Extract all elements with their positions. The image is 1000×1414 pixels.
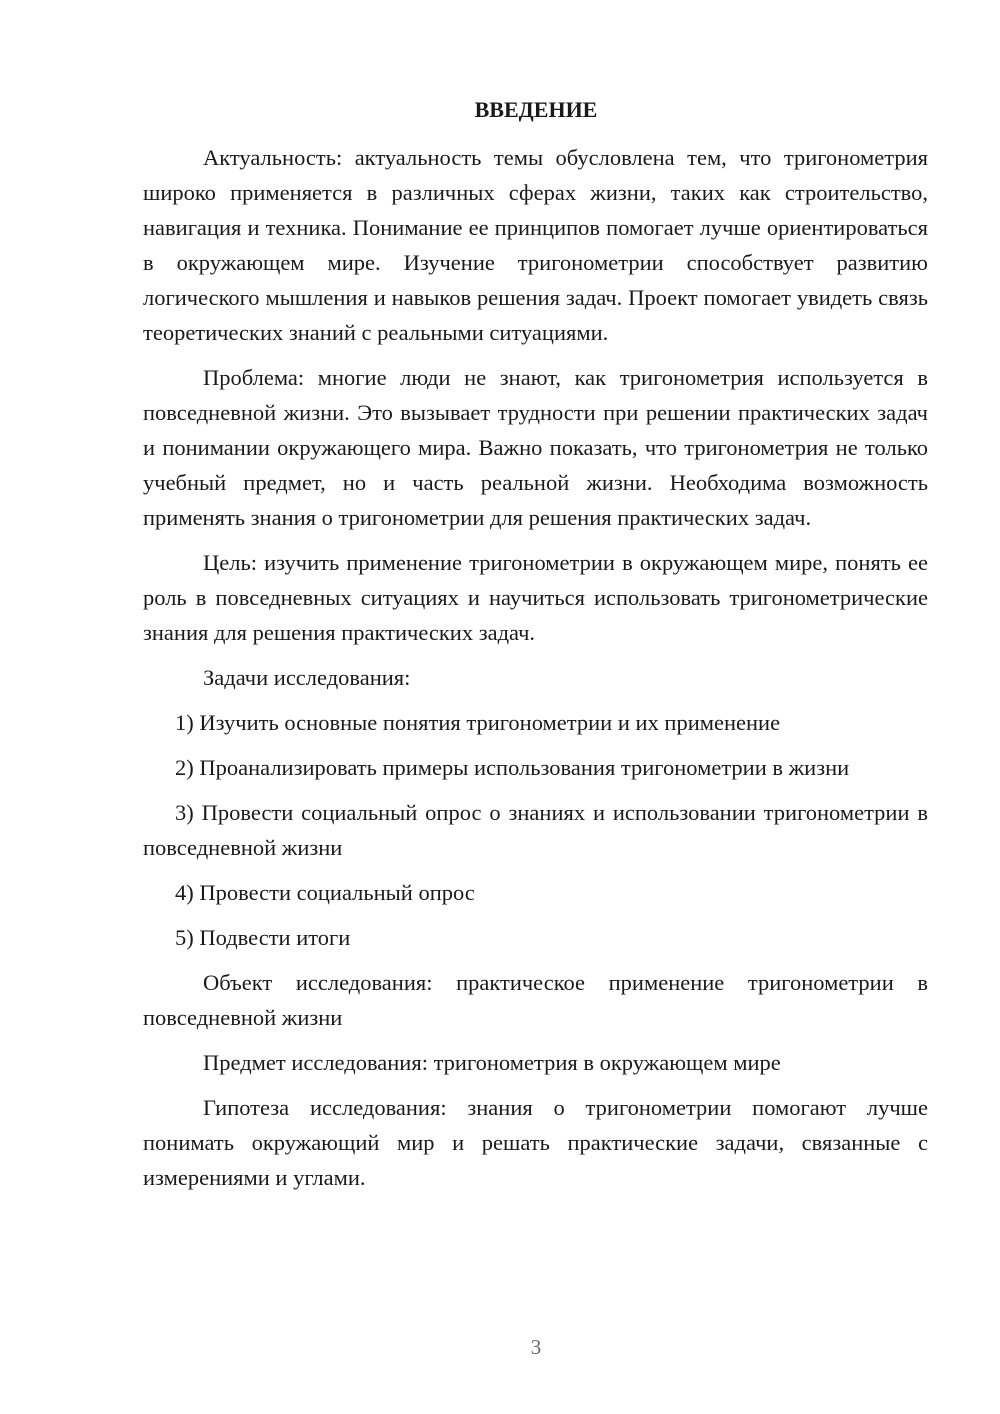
document-body (143, 140, 928, 1195)
goal-paragraph: Цель: изучить применение тригонометрии в окружающем мире, понять ее роль в повседневных ситуациях и научиться использовать тригонометрические знания для решения практических задач. (143, 550, 928, 645)
task-item: 2) Проанализировать примеры использования тригонометрии в жизни (175, 755, 850, 780)
task-item: 5) Подвести итоги (175, 925, 351, 950)
object-paragraph: Объект исследования: практическое применение тригонометрии в повседневной жизни (143, 970, 928, 1030)
task-item: 4) Провести социальный опрос (175, 880, 475, 905)
hypothesis-paragraph: Гипотеза исследования: знания о тригонометрии помогают лучше понимать окружающий мир и решать практические задачи, связанные с измерениями и углами. (143, 1095, 928, 1190)
tasks-heading: Задачи исследования: (203, 665, 411, 690)
page-number: 3 (530, 1335, 542, 1359)
relevance-paragraph: Актуальность: актуальность темы обусловлена тем, что тригонометрия широко применяется в различных сферах жизни, таких как строительство, навигация и техника. Понимание ее принципов помогает лучше ориентироваться в окружающем мире. Изучение тригонометрии способствует развитию логического мышления и навыков решения задач. Проект помогает увидеть связь теоретических знаний с реальными ситуациями. (143, 145, 928, 345)
section-title: ВВЕДЕНИЕ (474, 97, 598, 122)
subject-paragraph: Предмет исследования: тригонометрия в окружающем мире (203, 1050, 781, 1075)
task-item: 1) Изучить основные понятия тригонометрии и их применение (175, 710, 781, 735)
problem-paragraph: Проблема: многие люди не знают, как тригонометрия используется в повседневной жизни. Это вызывает трудности при решении практических задач и понимании окружающего мира. Важно показать, что тригонометрия не только учебный предмет, но и часть реальной жизни. Необходима возможность применять знания о тригонометрии для решения практических задач. (143, 365, 928, 530)
task-item: 3) Провести социальный опрос о знаниях и использовании тригонометрии в повседневной жизни (143, 800, 928, 860)
